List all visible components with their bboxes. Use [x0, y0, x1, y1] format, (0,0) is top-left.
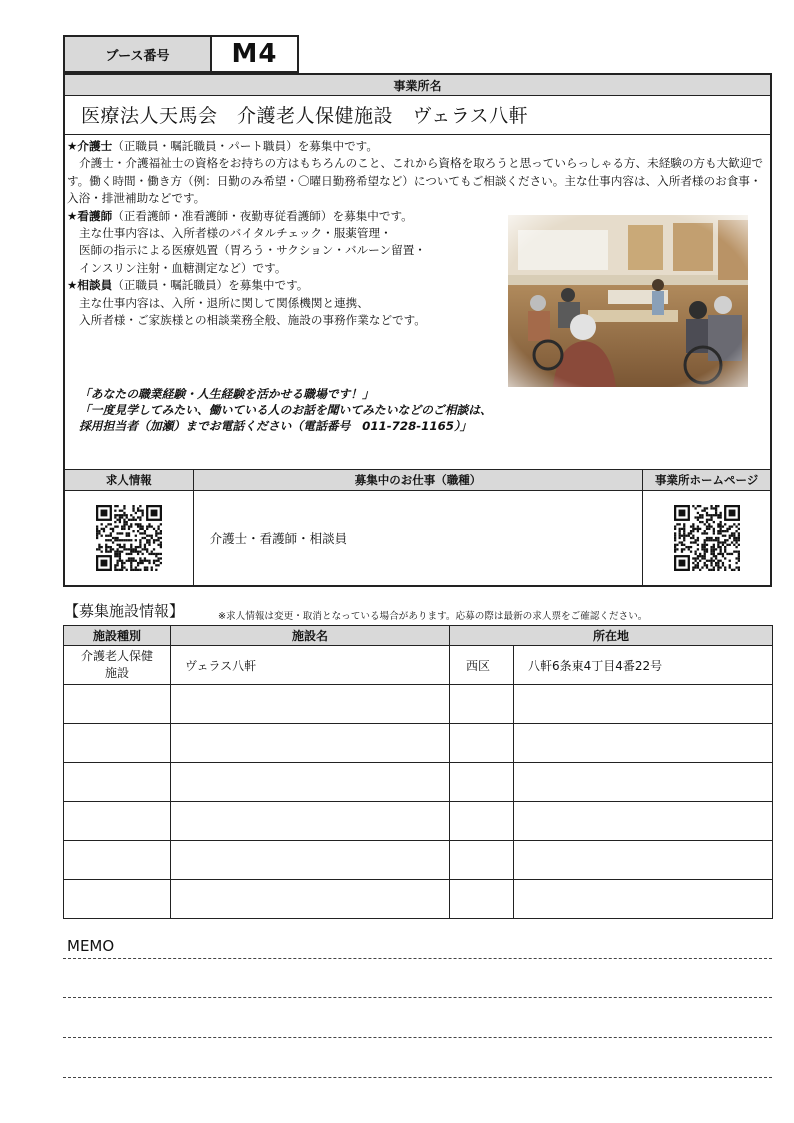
homepage-cell	[643, 490, 770, 585]
recruit-message-line-3: 採用担当者（加瀬）までお電話ください（電話番号 011-728-1165）」	[79, 419, 472, 433]
facility-location-header: 所在地	[450, 626, 773, 646]
facility-type-header: 施設種別	[64, 626, 171, 646]
facility-table-header	[64, 626, 773, 646]
table-row	[64, 646, 773, 685]
kango-line-3: インスリン注射・血糖測定など）です。	[79, 260, 287, 275]
facility-ward-cell: 西区	[450, 646, 514, 685]
job-types-value: 介護士・看護師・相談員	[209, 530, 348, 546]
facility-name-cell: ヴェラス八軒	[171, 646, 450, 685]
kango-line-2: 医師の指示による医療処置（胃ろう・サクション・バルーン留置・	[79, 243, 426, 258]
job-table-body	[65, 490, 770, 585]
table-row	[64, 724, 773, 763]
kaigo-conditions: （正職員・嘱託職員・パート職員）を募集中です。	[112, 139, 378, 153]
recruit-message-line-2: 「一度見学してみたい、働いている人のお話を聞いてみたいなどのご相談は、	[79, 403, 492, 417]
facility-photo	[508, 215, 748, 387]
job-info-cell	[65, 490, 194, 585]
facility-address-cell: 八軒6条東4丁目4番22号	[514, 646, 773, 685]
job-table-header	[65, 469, 770, 491]
job-types-cell	[194, 490, 644, 585]
table-row	[64, 802, 773, 841]
memo-line	[63, 958, 772, 959]
soudan-conditions: （正職員・嘱託職員）を募集中です。	[112, 278, 309, 293]
memo-line	[63, 997, 772, 998]
office-name-label: 事業所名	[65, 75, 770, 96]
facility-section-title: 【募集施設情報】	[64, 602, 185, 620]
qr-code-icon[interactable]	[674, 505, 740, 571]
kaigo-title: ★介護士	[67, 139, 113, 153]
kaigo-body: 介護士・介護福祉士の資格をお持ちの方はもちろんのこと、これから資格を取ろうと思っていらっしゃる方、未経験の方も大歓迎です。働く時間・働き方（例：日勤のみ希望・〇曜日勤務希望など）についてもご相談ください。主な仕事内容は、入所者様のお食事・入浴・排泄補助などです。	[67, 156, 764, 206]
soudan-line-2: 入所者様・ご家族様との相談業務全般、施設の事務作業などです。	[79, 313, 426, 328]
facility-table	[63, 625, 773, 919]
memo-label: MEMO	[67, 937, 115, 955]
recruit-message	[79, 386, 492, 434]
booth-number-label: ブース番号	[63, 35, 212, 73]
memo-line	[63, 1077, 772, 1078]
recruit-message-line-1: 「あなたの職業経験・人生経験を活かせる職場です！」	[79, 387, 374, 401]
table-row	[64, 880, 773, 919]
kango-conditions: （正看護師・准看護師・夜勤専従看護師）を募集中です。	[112, 208, 413, 223]
facility-type-line-1: 介護老人保健	[80, 649, 153, 663]
homepage-header: 事業所ホームページ	[655, 473, 759, 487]
kango-line-1: 主な仕事内容は、入所者様のバイタルチェック・服薬管理・	[79, 226, 392, 241]
facility-type-line-2: 施設	[104, 666, 129, 680]
memo-line	[63, 1037, 772, 1038]
table-row	[64, 685, 773, 724]
soudan-line-1: 主な仕事内容は、入所・退所に関して関係機関と連携、	[79, 295, 369, 310]
facility-type-cell	[64, 646, 171, 685]
facility-name-header: 施設名	[171, 626, 450, 646]
facility-note: ※求人情報は変更・取消となっている場合があります。応募の際は最新の求人票をご確認ください。	[218, 611, 648, 622]
booth-number-value: M4	[212, 35, 299, 73]
job-types-header: 募集中のお仕事（職種）	[194, 470, 644, 490]
office-name: 医療法人天馬会 介護老人保健施設 ヴェラス八軒	[65, 95, 770, 135]
kango-title: ★看護師	[67, 208, 113, 223]
table-row	[64, 841, 773, 880]
table-row	[64, 763, 773, 802]
soudan-title: ★相談員	[67, 278, 113, 293]
job-info-header: 求人情報	[65, 470, 194, 490]
booth-number-box	[63, 35, 299, 73]
qr-code-icon[interactable]	[96, 505, 162, 571]
